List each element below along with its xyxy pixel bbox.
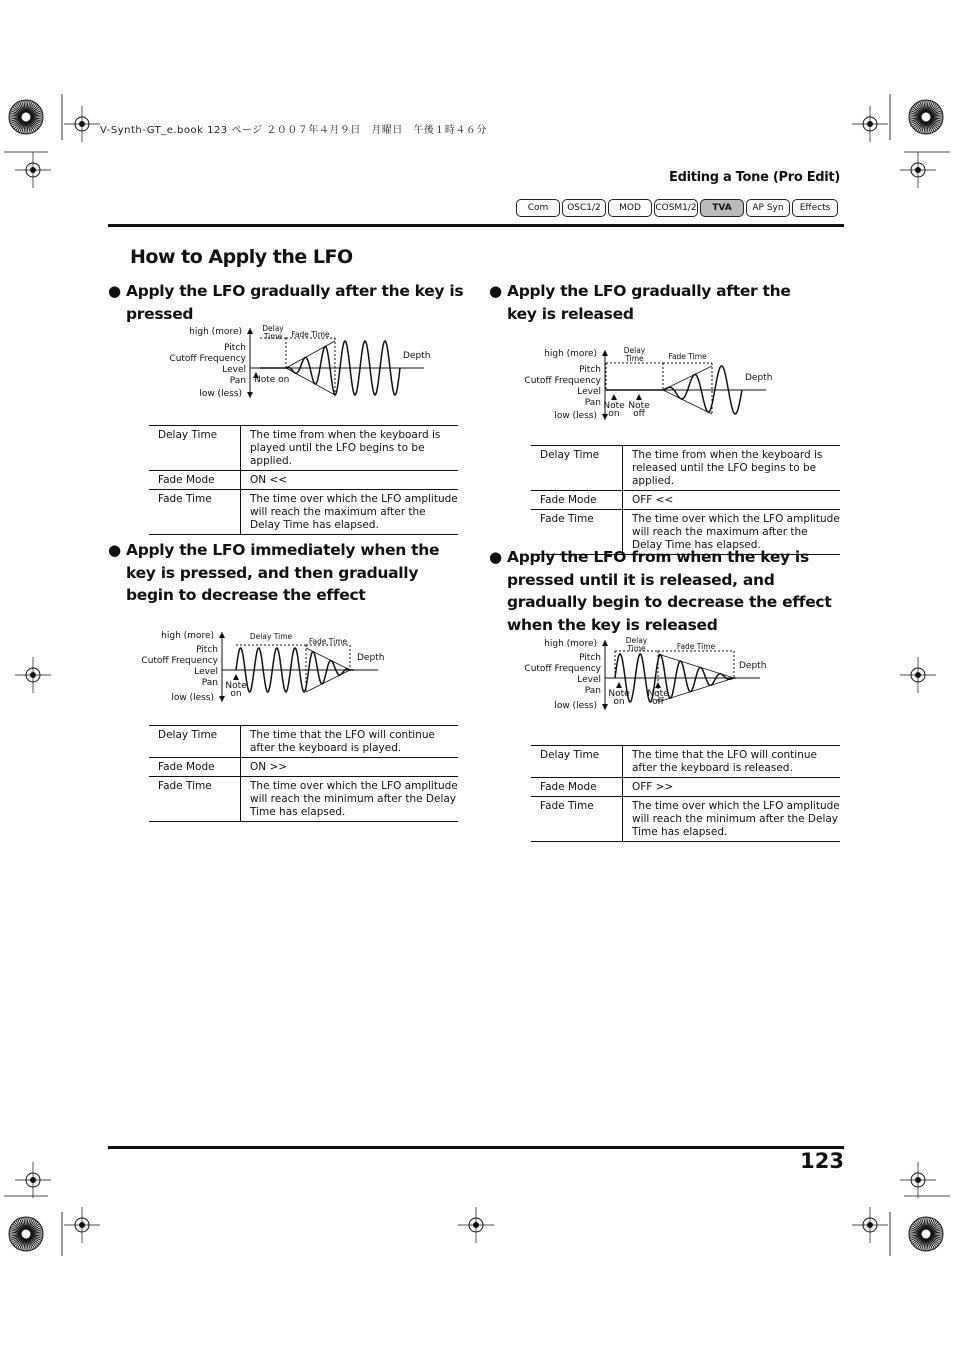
axis-arrow-down-icon — [247, 392, 253, 398]
bullet-icon: ● — [108, 282, 121, 300]
registration-center-icon — [921, 1229, 931, 1239]
axis-low-label: low (less) — [199, 389, 242, 399]
fade-time-label: Fade Time — [291, 330, 330, 339]
lfo-diagram-key-released — [522, 340, 822, 432]
table-row — [531, 446, 840, 491]
registration-center-icon — [21, 112, 31, 122]
note-off-label: off — [633, 409, 645, 419]
note-on-marker-icon — [233, 674, 239, 680]
fade-envelope-line — [658, 678, 734, 702]
param-value: The time that the LFO will continue after the keyboard is played. — [241, 726, 459, 758]
fade-envelope-line — [306, 670, 350, 692]
note-on-marker-icon — [616, 682, 622, 688]
delay-time-label: Delay — [262, 324, 284, 333]
param-label: Cutoff Frequency — [524, 664, 601, 674]
delay-time-label: Delay — [623, 346, 646, 355]
param-value: The time over which the LFO amplitude will reach the maximum after the Delay Time has elapsed. — [623, 510, 841, 555]
table-row — [149, 490, 458, 535]
lfo-diagram-pressed-decrease — [140, 622, 440, 710]
tab-com[interactable]: Com — [516, 199, 560, 217]
table-row — [531, 778, 840, 797]
table-row — [531, 746, 840, 778]
section-tabs — [516, 199, 838, 221]
param-key: Fade Mode — [531, 778, 623, 797]
param-key: Fade Time — [531, 797, 623, 842]
axis-high-label: high (more) — [544, 349, 597, 359]
registration-center-icon — [21, 1229, 31, 1239]
param-key: Delay Time — [531, 746, 623, 778]
delay-time-label: Delay Time — [249, 632, 293, 641]
param-key: Fade Mode — [531, 491, 623, 510]
param-key: Fade Mode — [149, 758, 241, 777]
note-off-marker-icon — [655, 682, 661, 688]
page-number: 123 — [800, 1149, 844, 1173]
note-on-label: on — [613, 697, 625, 707]
subsection-heading-3 — [489, 280, 819, 325]
param-value: ON << — [241, 471, 459, 490]
axis-arrow-up-icon — [219, 632, 225, 638]
depth-label: Depth — [357, 653, 385, 663]
note-on-label: on — [608, 409, 620, 419]
axis-high-label: high (more) — [544, 639, 597, 649]
table-row — [531, 491, 840, 510]
tab-osc[interactable]: OSC1/2 — [562, 199, 606, 217]
note-on-label: on — [230, 689, 242, 699]
delay-time-label: Delay — [625, 636, 648, 645]
tab-tva[interactable]: TVA — [700, 199, 744, 217]
param-table-1 — [149, 425, 458, 535]
note-on-label: Note — [225, 681, 247, 691]
axis-high-label: high (more) — [161, 631, 214, 641]
param-table-2 — [149, 725, 458, 822]
note-on-label: Note — [608, 689, 630, 699]
bullet-icon: ● — [489, 548, 502, 566]
param-value: The time over which the LFO amplitude will reach the minimum after the Delay Time has elapsed. — [623, 797, 841, 842]
heading-text: Apply the LFO gradually after the key is released — [507, 282, 791, 323]
lfo-diagram-key-pressed — [150, 318, 450, 410]
table-row — [149, 758, 458, 777]
param-label: Pan — [201, 678, 218, 688]
axis-low-label: low (less) — [171, 693, 214, 703]
tab-effects[interactable]: Effects — [792, 199, 838, 217]
bullet-icon: ● — [489, 282, 502, 300]
param-table-4 — [531, 745, 840, 842]
header-rule — [108, 224, 844, 227]
param-key: Fade Time — [149, 777, 241, 822]
param-label: Pan — [584, 398, 601, 408]
param-key: Delay Time — [149, 726, 241, 758]
param-label: Level — [577, 387, 601, 397]
note-on-label: Note on — [254, 375, 290, 385]
param-label: Level — [577, 675, 601, 685]
footer-rule — [108, 1146, 844, 1149]
table-row — [149, 777, 458, 822]
param-key: Delay Time — [149, 426, 241, 471]
note-off-label: Note — [647, 689, 669, 699]
note-off-label: off — [652, 697, 664, 707]
param-value: ON >> — [241, 758, 459, 777]
heading-text: Apply the LFO immediately when the key is pressed, and then gradually begin to decrease the effect — [126, 541, 440, 604]
note-off-label: Note — [628, 401, 650, 411]
param-key: Fade Time — [531, 510, 623, 555]
axis-arrow-down-icon — [602, 704, 608, 710]
param-key: Fade Time — [149, 490, 241, 535]
depth-label: Depth — [403, 351, 431, 361]
print-info-line: V-Synth-GT_e.book 123 ページ ２００７年４月９日 月曜日 午後１時４６分 — [100, 125, 487, 136]
param-label: Pitch — [224, 343, 246, 353]
note-on-label: Note — [603, 401, 625, 411]
axis-arrow-up-icon — [602, 640, 608, 646]
param-label: Pitch — [196, 645, 218, 655]
param-label: Pitch — [579, 365, 601, 375]
fade-envelope-line — [663, 366, 712, 390]
param-table-3 — [531, 445, 840, 555]
param-label: Cutoff Frequency — [141, 656, 218, 666]
delay-time-label: Time — [627, 644, 646, 653]
lfo-diagram-pressed-until-released — [522, 630, 822, 722]
param-key: Fade Mode — [149, 471, 241, 490]
delay-time-label: Time — [263, 332, 283, 341]
param-value: OFF << — [623, 491, 841, 510]
fade-time-label: Fade Time — [668, 352, 707, 361]
fade-time-label: Fade Time — [308, 637, 348, 646]
param-value: The time over which the LFO amplitude will reach the minimum after the Delay Time has elapsed. — [241, 777, 459, 822]
table-row — [149, 426, 458, 471]
heading-text: Apply the LFO from when the key is pressed until it is released, and gradually begin to decrease the effect when the key is released — [507, 548, 832, 634]
table-row — [149, 471, 458, 490]
param-label: Cutoff Frequency — [524, 376, 601, 386]
bullet-icon: ● — [108, 541, 121, 559]
delay-time-label: Time — [625, 354, 644, 363]
subsection-heading-4 — [489, 546, 834, 636]
table-row — [531, 797, 840, 842]
param-label: Pan — [584, 686, 601, 696]
axis-arrow-down-icon — [219, 696, 225, 702]
axis-high-label: high (more) — [189, 327, 242, 337]
param-key: Delay Time — [531, 446, 623, 491]
note-off-marker-icon — [636, 394, 642, 400]
param-value: The time from when the keyboard is played until the LFO begins to be applied. — [241, 426, 459, 471]
axis-low-label: low (less) — [554, 411, 597, 421]
depth-label: Depth — [739, 661, 767, 671]
param-label: Pitch — [579, 653, 601, 663]
depth-label: Depth — [745, 373, 773, 383]
axis-low-label: low (less) — [554, 701, 597, 711]
registration-center-icon — [921, 112, 931, 122]
axis-arrow-up-icon — [247, 328, 253, 334]
tab-ap-syn[interactable]: AP Syn — [746, 199, 790, 217]
heading-text: Apply the LFO gradually after the key is pressed — [126, 282, 464, 323]
axis-arrow-up-icon — [602, 350, 608, 356]
param-value: The time from when the keyboard is released until the LFO begins to be applied. — [623, 446, 841, 491]
param-label: Level — [222, 365, 246, 375]
param-label: Cutoff Frequency — [169, 354, 246, 364]
tab-mod[interactable]: MOD — [608, 199, 652, 217]
param-value: OFF >> — [623, 778, 841, 797]
note-on-marker-icon — [611, 394, 617, 400]
table-row — [149, 726, 458, 758]
param-label: Pan — [229, 376, 246, 386]
tab-cosm[interactable]: COSM1/2 — [654, 199, 698, 217]
page-header-title: Editing a Tone (Pro Edit) — [668, 170, 840, 185]
section-title: How to Apply the LFO — [130, 246, 353, 268]
param-value: The time that the LFO will continue after the keyboard is released. — [623, 746, 841, 778]
subsection-heading-2 — [108, 539, 468, 607]
fade-time-label: Fade Time — [676, 642, 716, 651]
axis-arrow-down-icon — [602, 414, 608, 420]
param-value: The time over which the LFO amplitude will reach the maximum after the Delay Time has elapsed. — [241, 490, 459, 535]
param-label: Level — [194, 667, 218, 677]
